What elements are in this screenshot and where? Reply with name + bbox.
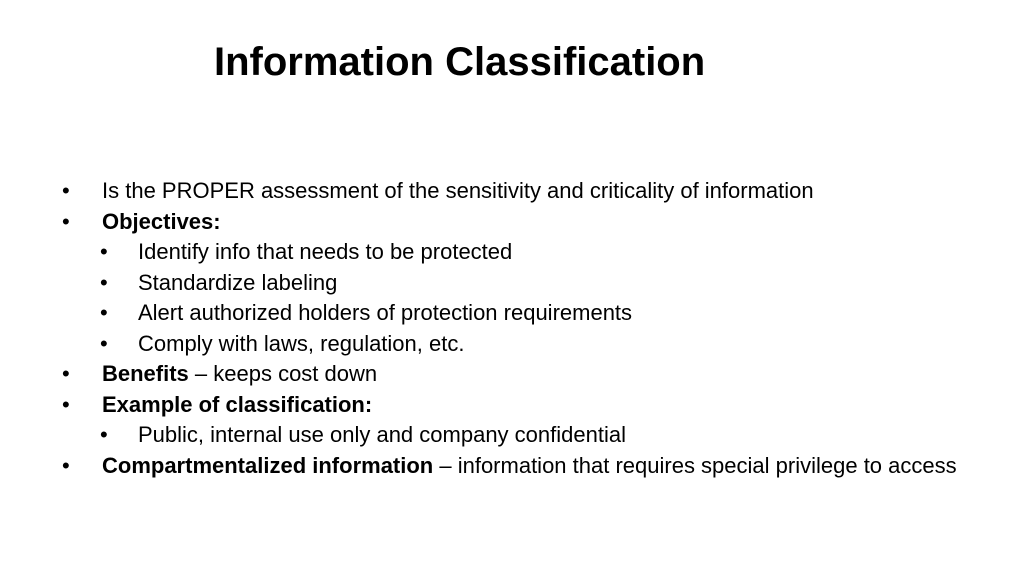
slide-title: Information Classification [214, 40, 706, 84]
bullet-heading: Objectives: [102, 208, 221, 234]
bullet-item [62, 390, 992, 421]
bullet-heading: Compartmentalized information [102, 452, 434, 478]
bullet-list [62, 176, 992, 481]
bullet-item [62, 207, 992, 238]
sub-bullet-text: Standardize labeling [138, 269, 338, 295]
bullet-icon: • [100, 269, 108, 295]
bullet-text: – keeps cost down [188, 361, 378, 386]
bullet-icon: • [62, 391, 70, 417]
bullet-icon: • [62, 178, 70, 203]
bullet-icon: • [62, 452, 70, 478]
bullet-icon: • [100, 330, 108, 356]
bullet-item [62, 176, 992, 207]
sub-bullet-text: Public, internal use only and company confidential [138, 422, 626, 447]
bullet-icon: • [100, 300, 108, 325]
bullet-icon: • [62, 361, 70, 386]
sub-bullet-text: Alert authorized holders of protection requirements [138, 300, 633, 325]
bullet-icon: • [62, 208, 70, 234]
sub-bullet-item [62, 268, 992, 299]
sub-bullet-item [62, 237, 992, 268]
bullet-icon: • [100, 239, 108, 264]
bullet-item [62, 359, 992, 390]
bullet-icon: • [100, 422, 108, 447]
bullet-text: Is the PROPER assessment of the sensitivity and criticality of information [102, 178, 814, 203]
bullet-heading: Example of classification: [102, 391, 373, 417]
sub-bullet-item [62, 329, 992, 360]
sub-bullet-text: Comply with laws, regulation, etc. [138, 330, 465, 356]
sub-bullet-text: Identify info that needs to be protected [138, 239, 513, 264]
sub-bullet-item [62, 420, 992, 451]
sub-bullet-item [62, 298, 992, 329]
bullet-text: – information that requires special privilege to access [433, 452, 957, 478]
bullet-heading: Benefits [102, 361, 189, 386]
bullet-item [62, 451, 992, 482]
